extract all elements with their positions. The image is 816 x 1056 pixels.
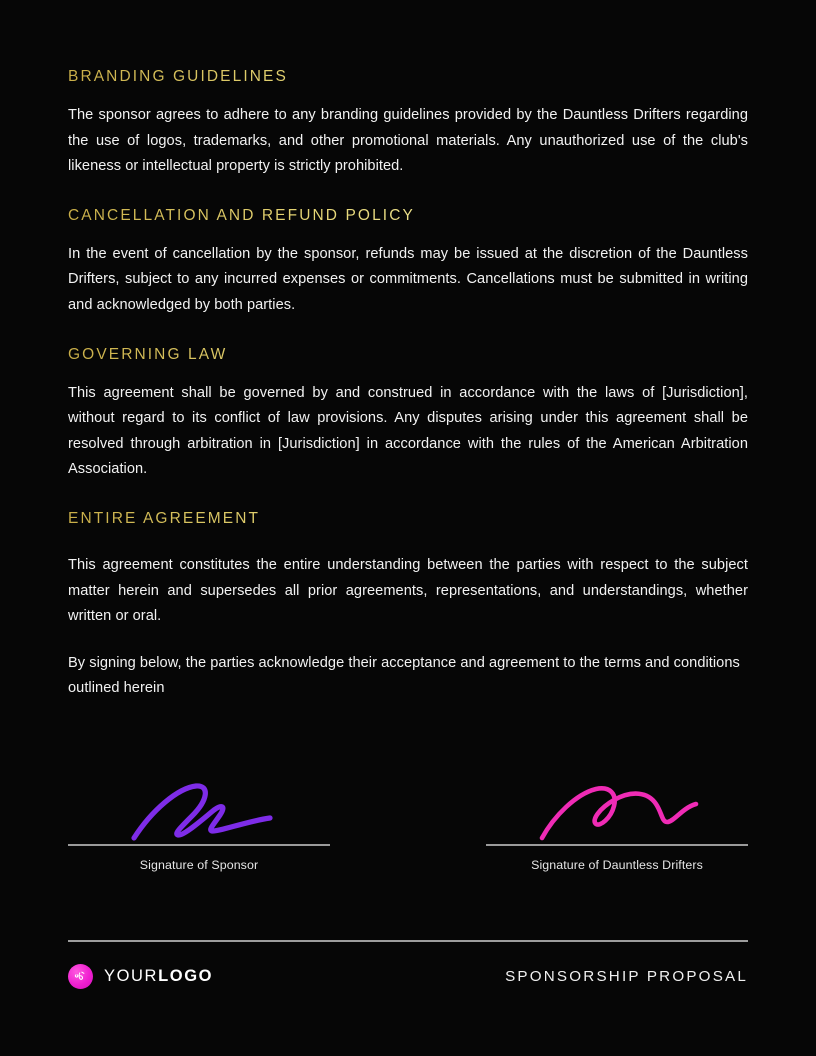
section-paragraph: This agreement constitutes the entire understanding between the parties with respect to the subject matter herein and supersedes all prior agreements, representations, and understandings, whether written or oral. [68, 556, 748, 625]
section-governing-law [68, 346, 748, 483]
footer-divider [68, 940, 748, 942]
handwritten-signature-pink-icon [486, 772, 748, 844]
section-paragraph: By signing below, the parties acknowledge their acceptance and agreement to the terms and conditions outlined herein [68, 654, 740, 697]
handwritten-signature-purple-icon [68, 772, 330, 844]
section-heading: ENTIRE AGREEMENT [68, 510, 748, 528]
logo-monogram-icon [68, 964, 93, 989]
section-paragraph: This agreement shall be governed by and construed in accordance with the laws of [Jurisdiction], without regard to its conflict of law provisions. Any disputes arising under this agreement shall be resolved through arbitration in [Jurisdiction] in accordance with the rules of the American Arbitration Association. [68, 384, 748, 478]
signature-block-sponsor [68, 772, 330, 872]
brand-text-bold: LOGO [158, 967, 214, 985]
page-footer [68, 964, 748, 989]
signature-block-dauntless-drifters [486, 772, 748, 872]
brand-text-light: YOUR [104, 967, 159, 985]
brand-text [104, 967, 213, 986]
document-label: SPONSORSHIP PROPOSAL [505, 968, 748, 985]
brand-logo [68, 964, 213, 989]
section-heading: CANCELLATION AND REFUND POLICY [68, 207, 748, 225]
signature-caption: Signature of Dauntless Drifters [531, 857, 703, 872]
section-heading: BRANDING GUIDELINES [68, 68, 748, 86]
signature-line [486, 844, 748, 846]
section-cancellation-refund-policy [68, 207, 748, 319]
section-paragraph: The sponsor agrees to adhere to any branding guidelines provided by the Dauntless Drifters regarding the use of logos, trademarks, and other promotional materials. Any unauthorized use of the club's likeness or intellectual property is strictly prohibited. [68, 107, 748, 175]
signature-caption: Signature of Sponsor [139, 857, 259, 872]
signature-line [68, 844, 330, 846]
document-content [68, 68, 748, 702]
section-heading: GOVERNING LAW [68, 346, 748, 364]
signature-row [68, 772, 748, 872]
section-entire-agreement [68, 510, 748, 702]
section-paragraph: In the event of cancellation by the sponsor, refunds may be issued at the discretion of the Dauntless Drifters, subject to any incurred expenses or commitments. Cancellations must be submitted in writing and acknowledged by both parties. [68, 245, 748, 313]
section-branding-guidelines [68, 68, 748, 180]
